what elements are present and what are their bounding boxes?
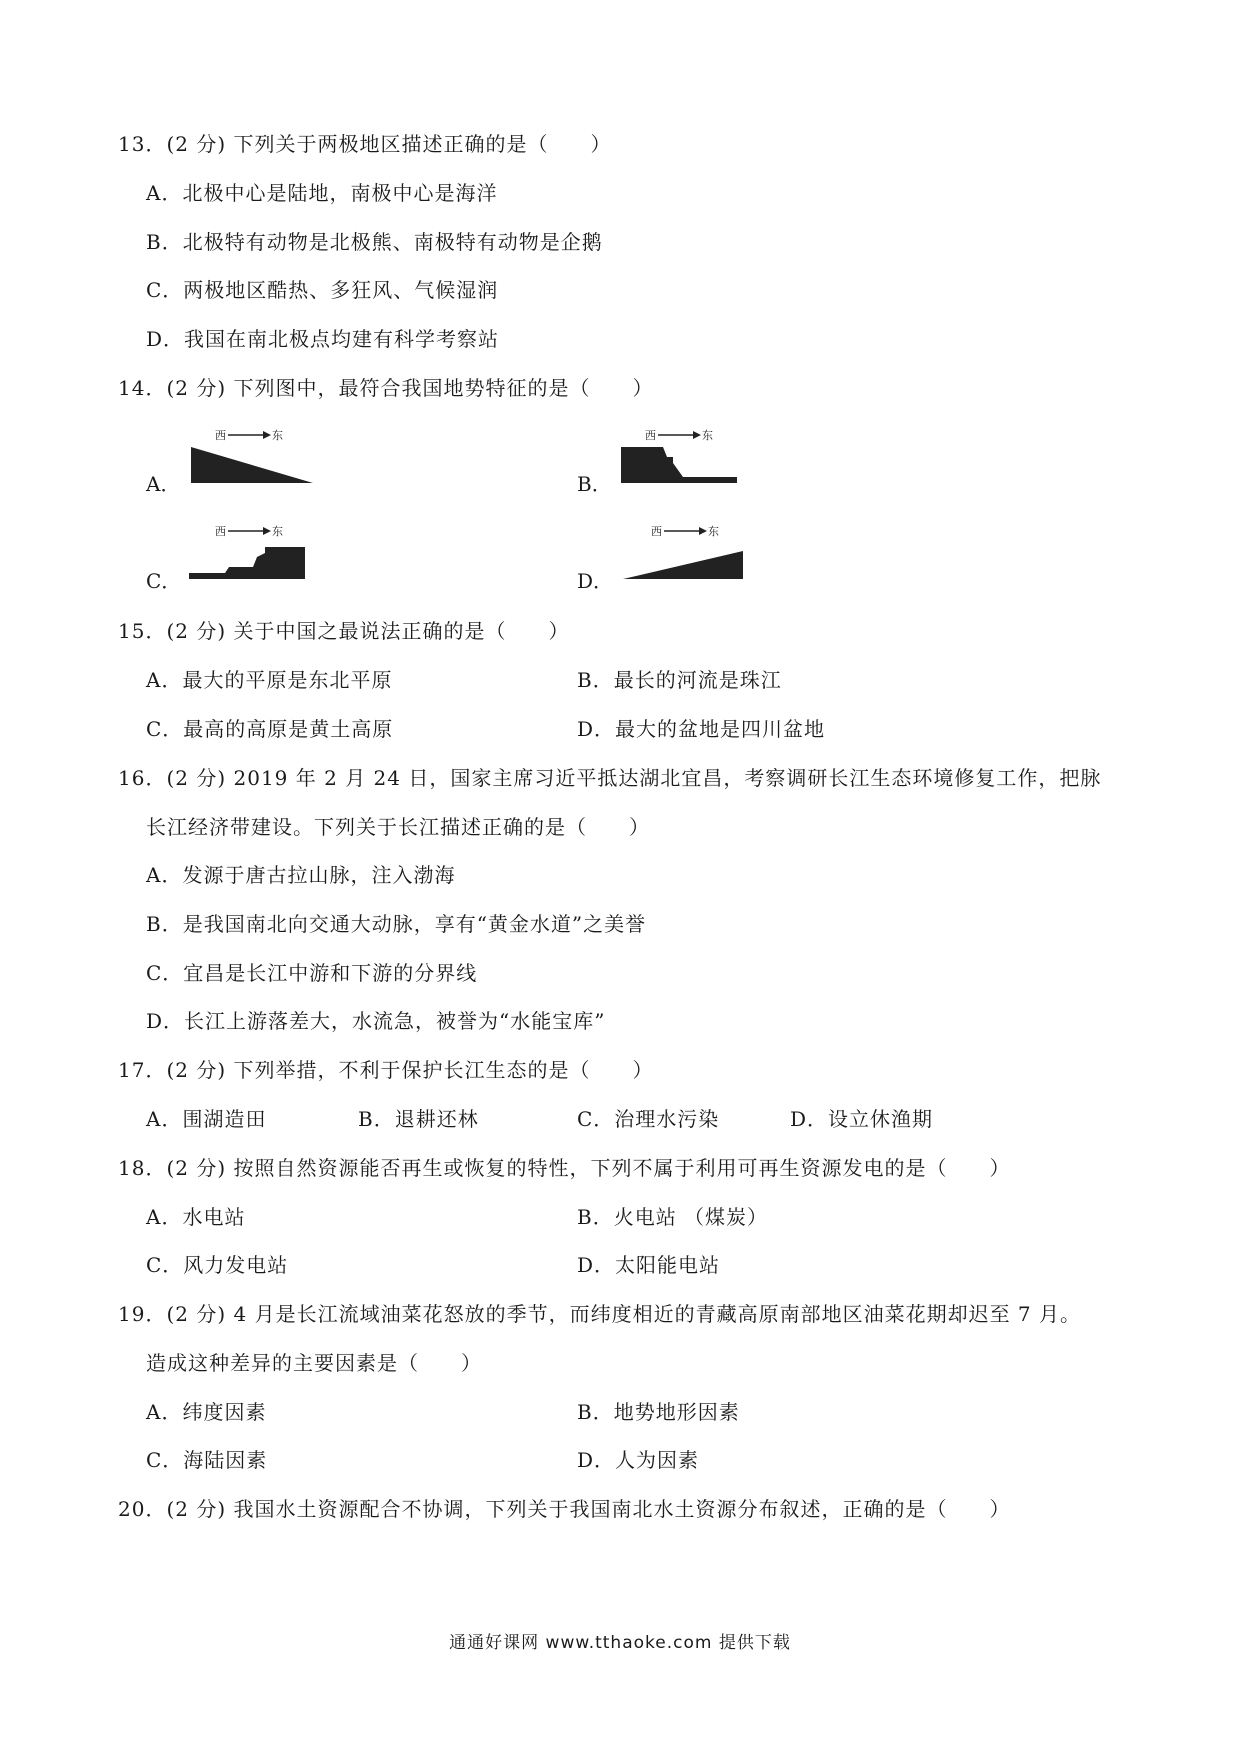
arrow-head-icon xyxy=(699,527,707,535)
q13-option-c: C．两极地区酷热、多狂风、气候湿润 xyxy=(146,278,499,302)
q14-option-a-letter: A． xyxy=(146,472,181,496)
q15-option-b: B．最长的河流是珠江 xyxy=(577,668,782,692)
terrain-profile xyxy=(623,551,743,579)
q14-terrain-diagram-a xyxy=(185,425,320,487)
terrain-profile xyxy=(191,447,313,483)
q14-terrain-diagram-c xyxy=(185,521,315,583)
arrow-head-icon xyxy=(263,527,271,535)
terrain-profile xyxy=(621,447,737,483)
q16-option-c: C．宜昌是长江中游和下游的分界线 xyxy=(146,961,478,985)
question-18-stem: 18．(2 分) 按照自然资源能否再生或恢复的特性，下列不属于利用可再生资源发电的是（ ） xyxy=(118,1156,1011,1180)
q13-option-d: D．我国在南北极点均建有科学考察站 xyxy=(146,327,500,351)
q17-option-d: D．设立休渔期 xyxy=(790,1107,934,1131)
q19-option-a: A．纬度因素 xyxy=(146,1400,267,1424)
download-footer: 通通好课网 www.tthaoke.com 提供下载 xyxy=(449,1633,791,1653)
question-16-stem-continued: 长江经济带建设。下列关于长江描述正确的是（ ） xyxy=(146,815,650,839)
q18-option-a: A．水电站 xyxy=(146,1205,246,1229)
west-label: 西 xyxy=(215,525,226,538)
q13-option-a: A．北极中心是陆地，南极中心是海洋 xyxy=(146,181,498,205)
question-19-stem-continued: 造成这种差异的主要因素是（ ） xyxy=(146,1351,482,1375)
terrain-profile xyxy=(189,547,305,579)
question-19-stem: 19．(2 分) 4 月是长江流域油菜花怒放的季节，而纬度相近的青藏高原南部地区油菜花期却迟至 7 月。 xyxy=(118,1302,1082,1326)
q14-terrain-diagram-b xyxy=(615,425,745,487)
q16-option-b: B．是我国南北向交通大动脉，享有“黄金水道”之美誉 xyxy=(146,912,647,936)
q18-option-b: B．火电站 （煤炭） xyxy=(577,1205,769,1229)
q16-option-a: A．发源于唐古拉山脉，注入渤海 xyxy=(146,863,456,887)
west-label: 西 xyxy=(215,429,226,442)
question-16-stem: 16．(2 分) 2019 年 2 月 24 日，国家主席习近平抵达湖北宜昌，考察调研长江生态环境修复工作，把脉 xyxy=(118,766,1102,790)
question-14-stem: 14．(2 分) 下列图中，最符合我国地势特征的是（ ） xyxy=(118,376,654,400)
q17-option-c: C．治理水污染 xyxy=(577,1107,720,1131)
q15-option-d: D．最大的盆地是四川盆地 xyxy=(577,717,826,741)
q18-option-d: D．太阳能电站 xyxy=(577,1253,721,1277)
q14-option-b-letter: B． xyxy=(577,472,612,496)
east-label: 东 xyxy=(702,429,713,442)
question-13-stem: 13．(2 分) 下列关于两极地区描述正确的是（ ） xyxy=(118,132,612,156)
q15-option-c: C．最高的高原是黄土高原 xyxy=(146,717,394,741)
arrow-head-icon xyxy=(693,431,701,439)
q17-option-b: B．退耕还林 xyxy=(358,1107,479,1131)
q17-option-a: A．围湖造田 xyxy=(146,1107,267,1131)
arrow-head-icon xyxy=(263,431,271,439)
q14-option-c-letter: C． xyxy=(146,569,182,593)
question-15-stem: 15．(2 分) 关于中国之最说法正确的是（ ） xyxy=(118,619,570,643)
west-label: 西 xyxy=(651,525,662,538)
q14-option-d-letter: D． xyxy=(577,569,614,593)
east-label: 东 xyxy=(272,525,283,538)
q18-option-c: C．风力发电站 xyxy=(146,1253,289,1277)
east-label: 东 xyxy=(272,429,283,442)
q19-option-b: B．地势地形因素 xyxy=(577,1400,740,1424)
q16-option-d: D．长江上游落差大，水流急，被誉为“水能宝库” xyxy=(146,1009,606,1033)
q19-option-c: C．海陆因素 xyxy=(146,1448,268,1472)
q14-terrain-diagram-d xyxy=(615,521,750,583)
east-label: 东 xyxy=(708,525,719,538)
q13-option-b: B．北极特有动物是北极熊、南极特有动物是企鹅 xyxy=(146,230,603,254)
question-17-stem: 17．(2 分) 下列举措，不利于保护长江生态的是（ ） xyxy=(118,1058,654,1082)
west-label: 西 xyxy=(645,429,656,442)
question-20-stem: 20．(2 分) 我国水土资源配合不协调，下列关于我国南北水土资源分布叙述，正确的是（ ） xyxy=(118,1497,1011,1521)
q15-option-a: A．最大的平原是东北平原 xyxy=(146,668,393,692)
q19-option-d: D．人为因素 xyxy=(577,1448,700,1472)
